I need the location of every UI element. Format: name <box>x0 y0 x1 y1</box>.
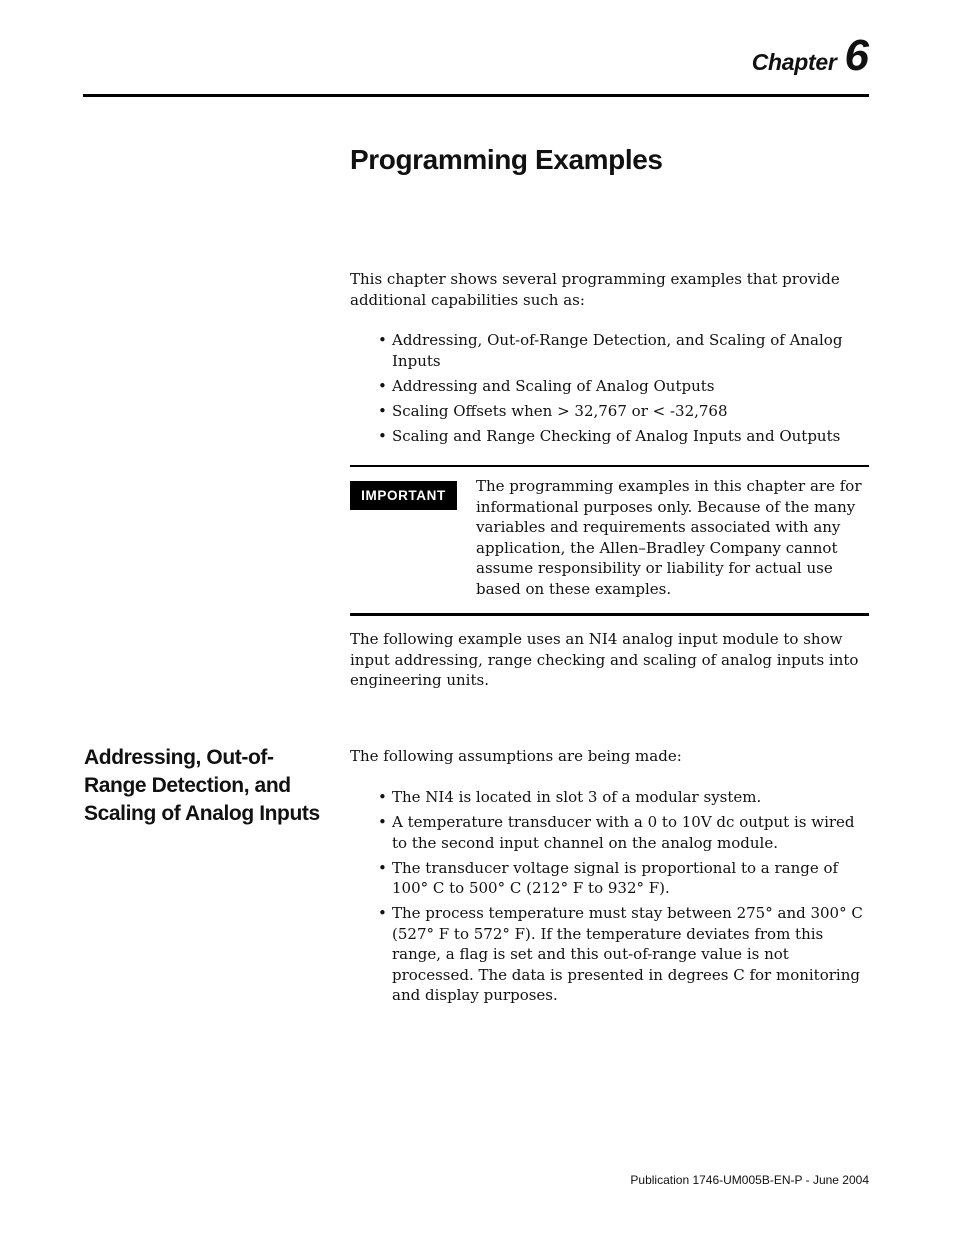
list-item-text: Scaling Offsets when > 32,767 or < -32,768 <box>392 401 728 420</box>
bullet-icon: • <box>378 331 387 349</box>
bullet-icon: • <box>378 401 387 420</box>
list-item <box>350 903 870 1006</box>
important-text: The programming examples in this chapter are for informational purposes only. Because of the many variables and requirements associated with any application, the Allen–Bradley Company cannot assume responsibility or liability for actual use based on these examples. <box>476 477 862 598</box>
bullet-icon: • <box>378 904 387 922</box>
list-item-text: Addressing and Scaling of Analog Outputs <box>392 376 715 395</box>
important-notice <box>350 465 869 616</box>
bullet-icon: • <box>378 426 387 445</box>
chapter-label: Chapter <box>751 49 837 75</box>
list-item <box>350 858 870 899</box>
list-item <box>350 787 870 808</box>
list-item-text: The transducer voltage signal is proportional to a range of 100° C to 500° C (212° F to 932° F). <box>392 858 839 897</box>
list-item <box>350 401 870 422</box>
assumptions-bullet-list <box>350 787 870 1010</box>
bullet-icon: • <box>378 376 387 395</box>
list-item <box>350 426 870 447</box>
intro-paragraph: This chapter shows several programming examples that provide additional capabilities such as: <box>350 270 840 309</box>
chapter-number: 6 <box>844 31 869 80</box>
list-item-text: Scaling and Range Checking of Analog Inputs and Outputs <box>392 426 841 445</box>
bullet-icon: • <box>378 813 387 831</box>
chapter-header <box>751 31 869 80</box>
important-label: IMPORTANT <box>350 481 457 510</box>
bullet-icon: • <box>378 858 387 877</box>
bullet-icon: • <box>378 788 387 806</box>
list-item <box>350 376 870 397</box>
list-item-text: Addressing, Out-of-Range Detection, and Scaling of Analog Inputs <box>392 331 843 370</box>
list-item-text: A temperature transducer with a 0 to 10V dc output is wired to the second input channel on the analog module. <box>392 813 855 852</box>
page-title: Programming Examples <box>350 144 663 175</box>
list-item-text: The NI4 is located in slot 3 of a modular system. <box>392 788 762 806</box>
assumptions-intro: The following assumptions are being made: <box>350 747 682 765</box>
example-intro-paragraph: The following example uses an NI4 analog input module to show input addressing, range checking and scaling of analog inputs into engineering units. <box>350 630 859 689</box>
list-item <box>350 812 870 853</box>
header-rule <box>83 94 869 97</box>
list-item-text: The process temperature must stay between 275° and 300° C (527° F to 572° F). If the temperature deviates from this range, a flag is set and this out-of-range value is not processed. The data is presented in degrees C for monitoring and display purposes. <box>392 904 863 1004</box>
intro-bullet-list <box>350 330 870 451</box>
section-heading: Addressing, Out-of-Range Detection, and Scaling of Analog Inputs <box>84 746 320 825</box>
list-item <box>350 330 870 371</box>
publication-footer: Publication 1746-UM005B-EN-P - June 2004 <box>630 1173 869 1187</box>
